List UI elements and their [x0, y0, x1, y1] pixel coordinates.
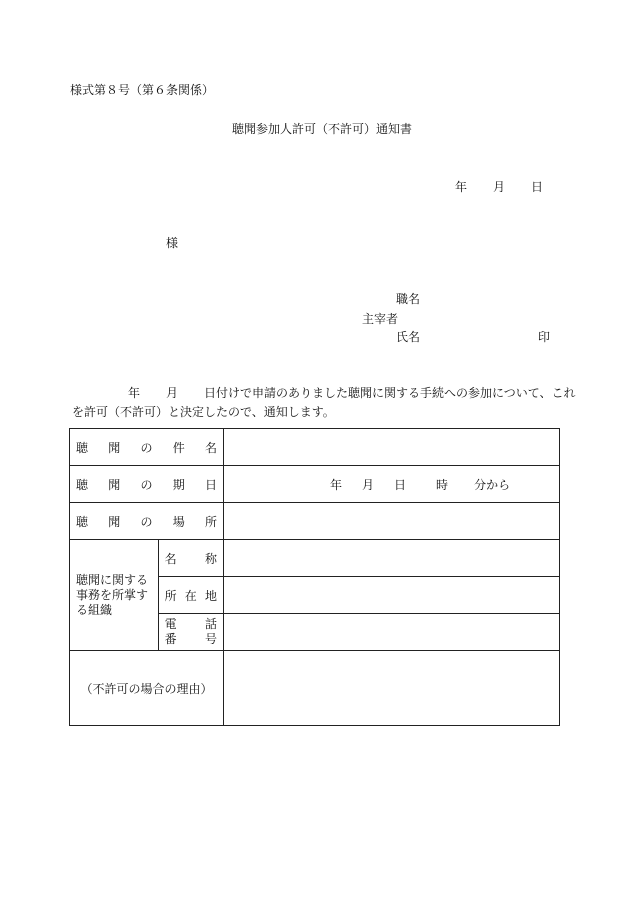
table-row-case-name [70, 429, 560, 466]
label-char: 聞 [108, 514, 121, 529]
date-year-label: 年 [455, 180, 468, 194]
label-char: 聴 [76, 514, 89, 529]
period-year: 年 [330, 477, 343, 492]
period-value [224, 466, 560, 503]
case-name-label [70, 429, 224, 466]
issue-date-line [455, 180, 543, 194]
body-month: 月 [166, 386, 179, 400]
org-phone-label [158, 614, 223, 651]
phone-label-line [165, 617, 217, 632]
table-row-period [70, 466, 560, 503]
label-char: 名 [204, 440, 217, 455]
sender-job-title: 職名 [396, 292, 421, 306]
period-hour: 時 [436, 477, 449, 492]
sender-organizer: 主宰者 [362, 312, 399, 326]
org-label-line: る組織 [76, 602, 113, 617]
form-number-label: 様式第８号（第６条関係） [70, 83, 215, 97]
label-char: の [140, 440, 153, 455]
label-char: 聞 [108, 440, 121, 455]
body-year: 年 [128, 386, 141, 400]
date-day-label: 日 [531, 180, 544, 194]
org-label-line: 聴聞に関する [76, 572, 149, 587]
label-char: 聴 [76, 440, 89, 455]
label-char: 所 [164, 588, 177, 603]
label-char: 在 [184, 588, 197, 603]
reason-label: （不許可の場合の理由） [70, 651, 224, 726]
body-line1-rest: 日付けで申請のありました聴聞に関する手続への参加について、これ [204, 386, 576, 400]
addressee-honorific: 様 [166, 236, 179, 250]
org-label-line: 事務を所掌す [76, 587, 149, 602]
label-char: 号 [204, 632, 217, 646]
seal-mark: 印 [538, 330, 551, 344]
label-char: の [140, 477, 153, 492]
label-char: 番 [164, 632, 177, 646]
period-label [70, 466, 224, 503]
document-title: 聴聞参加人許可（不許可）通知書 [232, 122, 413, 136]
org-name-label [158, 540, 223, 577]
phone-label-line [165, 632, 217, 647]
place-value [224, 503, 560, 540]
label-char: 名 [164, 551, 177, 566]
label-char: 所 [204, 514, 217, 529]
period-day: 日 [394, 477, 407, 492]
org-address-value [224, 577, 560, 614]
table-row-place [70, 503, 560, 540]
label-char: 電 [164, 617, 177, 631]
label-char: 期 [172, 477, 185, 492]
label-char: の [140, 514, 153, 529]
label-char: 称 [204, 551, 217, 566]
sender-name-label: 氏名 [396, 330, 421, 344]
org-phone-value [224, 614, 560, 651]
body-text-line-1 [128, 386, 576, 400]
date-month-label: 月 [493, 180, 506, 194]
org-address-label [158, 577, 223, 614]
body-text-line-2: を許可（不許可）と決定したので、通知します。 [72, 405, 335, 419]
label-char: 聴 [76, 477, 89, 492]
label-char: 話 [204, 617, 217, 631]
case-name-value [224, 429, 560, 466]
hearing-info-table [69, 428, 560, 726]
label-char: 日 [204, 477, 217, 492]
reason-value [224, 651, 560, 726]
place-label [70, 503, 224, 540]
organization-label [70, 540, 159, 651]
label-char: 地 [204, 588, 217, 603]
period-minute: 分から [474, 477, 511, 492]
label-char: 場 [172, 514, 185, 529]
period-month: 月 [362, 477, 375, 492]
table-row-reason [70, 651, 560, 726]
label-char: 聞 [108, 477, 121, 492]
label-char: 件 [172, 440, 185, 455]
table-row-org-name [70, 540, 560, 577]
org-name-value [224, 540, 560, 577]
